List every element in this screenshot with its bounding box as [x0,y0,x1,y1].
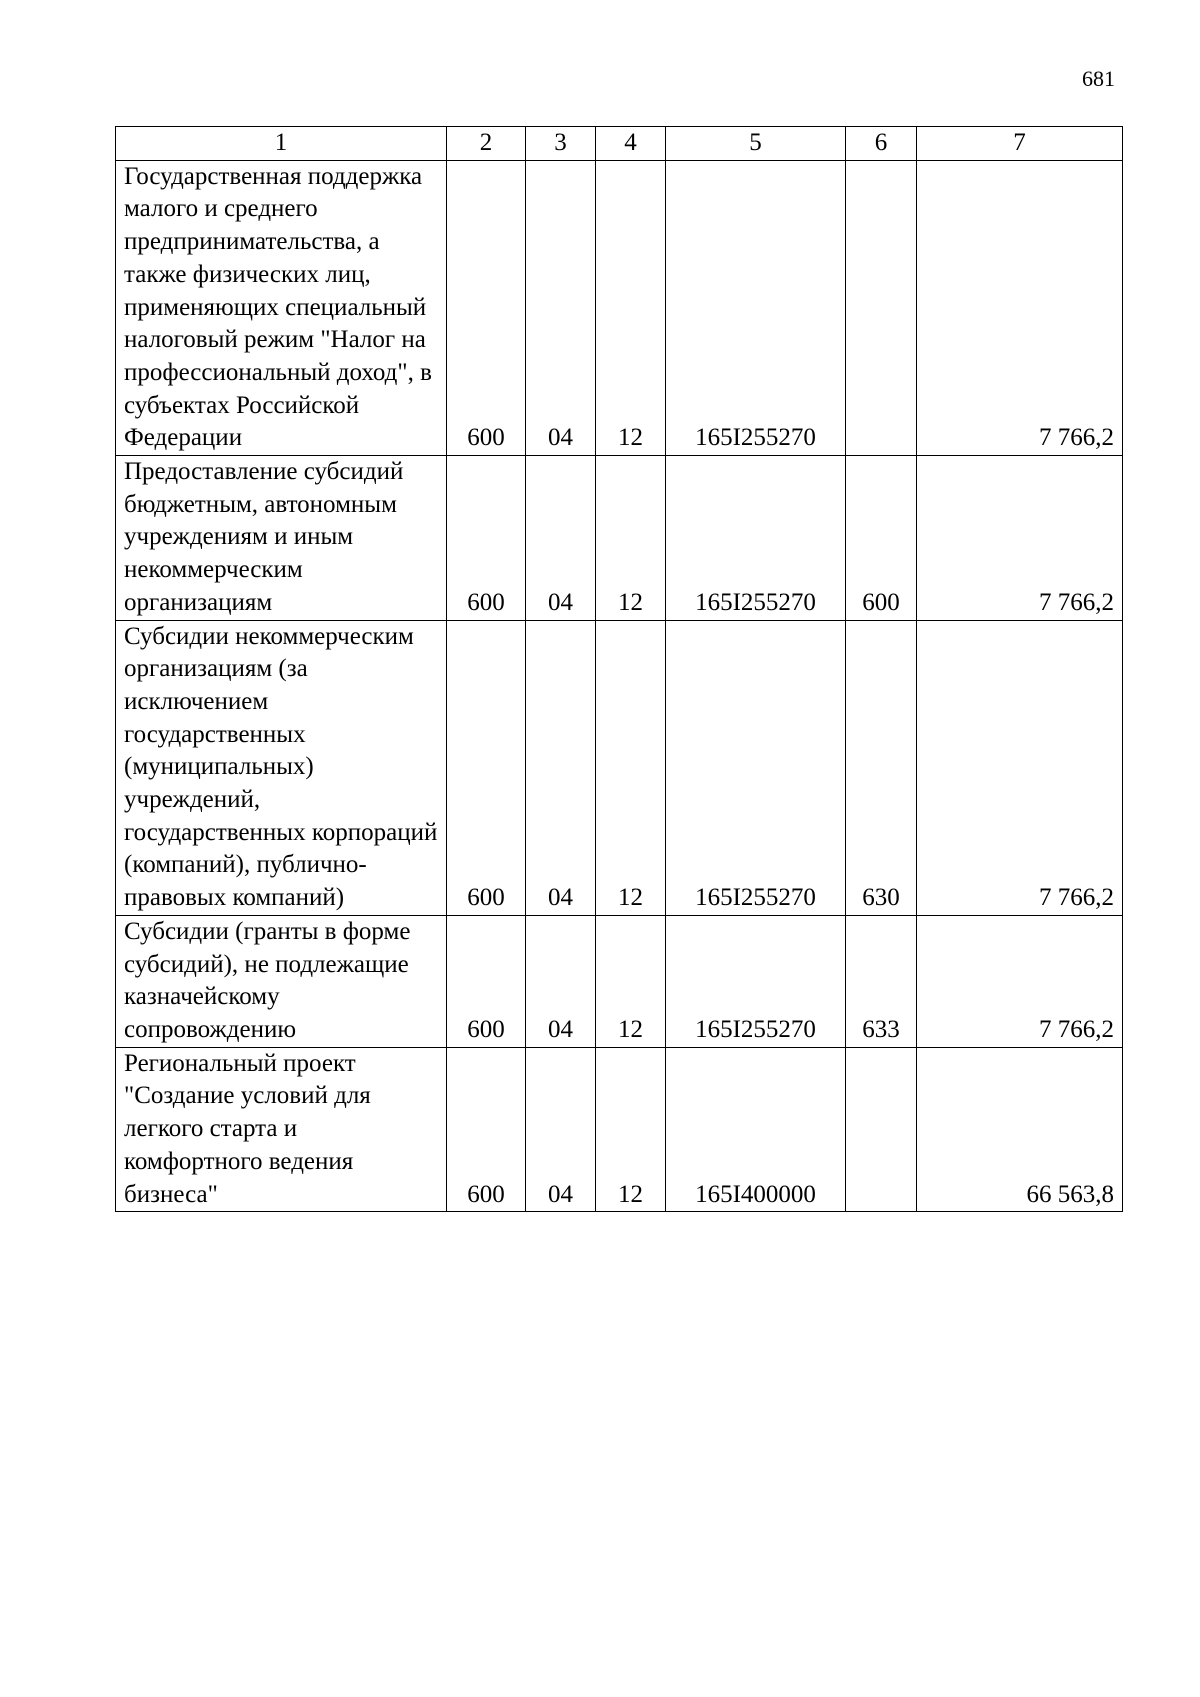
ministry-code-cell: 600 [447,456,526,621]
table-row [116,1047,1123,1212]
row-name-cell: Региональный проект "Создание условий для легкого старта и комфортного ведения бизнеса" [116,1047,447,1212]
budget-table [115,126,1123,1212]
column-header-1: 1 [116,127,447,161]
ministry-code-cell: 600 [447,915,526,1047]
expense-type-cell: 630 [846,620,917,915]
row-name-cell: Субсидии некоммерческим организациям (за исключением государственных (муниципальных) учреждений, государственных корпораций (компаний), публично-правовых компаний) [116,620,447,915]
subsection-code-cell: 12 [596,620,666,915]
target-article-cell: 165I400000 [666,1047,846,1212]
page-number: 681 [1082,66,1115,91]
section-code-cell: 04 [526,456,596,621]
column-header-6: 6 [846,127,917,161]
amount-cell: 7 766,2 [917,620,1123,915]
expense-type-cell [846,160,917,455]
target-article-cell: 165I255270 [666,620,846,915]
subsection-code-cell: 12 [596,915,666,1047]
header-row [116,127,1123,161]
amount-cell: 66 563,8 [917,1047,1123,1212]
table-row [116,160,1123,455]
target-article-cell: 165I255270 [666,456,846,621]
section-code-cell: 04 [526,620,596,915]
section-code-cell: 04 [526,1047,596,1212]
row-name-cell: Предоставление субсидий бюджетным, автономным учреждениям и иным некоммерческим организациям [116,456,447,621]
subsection-code-cell: 12 [596,1047,666,1212]
row-name-cell: Субсидии (гранты в форме субсидий), не подлежащие казначейскому сопровождению [116,915,447,1047]
amount-cell: 7 766,2 [917,456,1123,621]
table-row [116,620,1123,915]
column-header-5: 5 [666,127,846,161]
section-code-cell: 04 [526,160,596,455]
expense-type-cell: 600 [846,456,917,621]
table-row [116,456,1123,621]
expense-type-cell: 633 [846,915,917,1047]
ministry-code-cell: 600 [447,620,526,915]
column-header-3: 3 [526,127,596,161]
expense-type-cell [846,1047,917,1212]
column-header-4: 4 [596,127,666,161]
column-header-2: 2 [447,127,526,161]
table-row [116,915,1123,1047]
column-header-7: 7 [917,127,1123,161]
section-code-cell: 04 [526,915,596,1047]
ministry-code-cell: 600 [447,1047,526,1212]
subsection-code-cell: 12 [596,160,666,455]
row-name-cell: Государственная поддержка малого и среднего предпринимательства, а также физических лиц, применяющих специальный налоговый режим "Налог на профессиональный доход", в субъектах Российской Федерации [116,160,447,455]
target-article-cell: 165I255270 [666,160,846,455]
amount-cell: 7 766,2 [917,160,1123,455]
amount-cell: 7 766,2 [917,915,1123,1047]
target-article-cell: 165I255270 [666,915,846,1047]
ministry-code-cell: 600 [447,160,526,455]
subsection-code-cell: 12 [596,456,666,621]
